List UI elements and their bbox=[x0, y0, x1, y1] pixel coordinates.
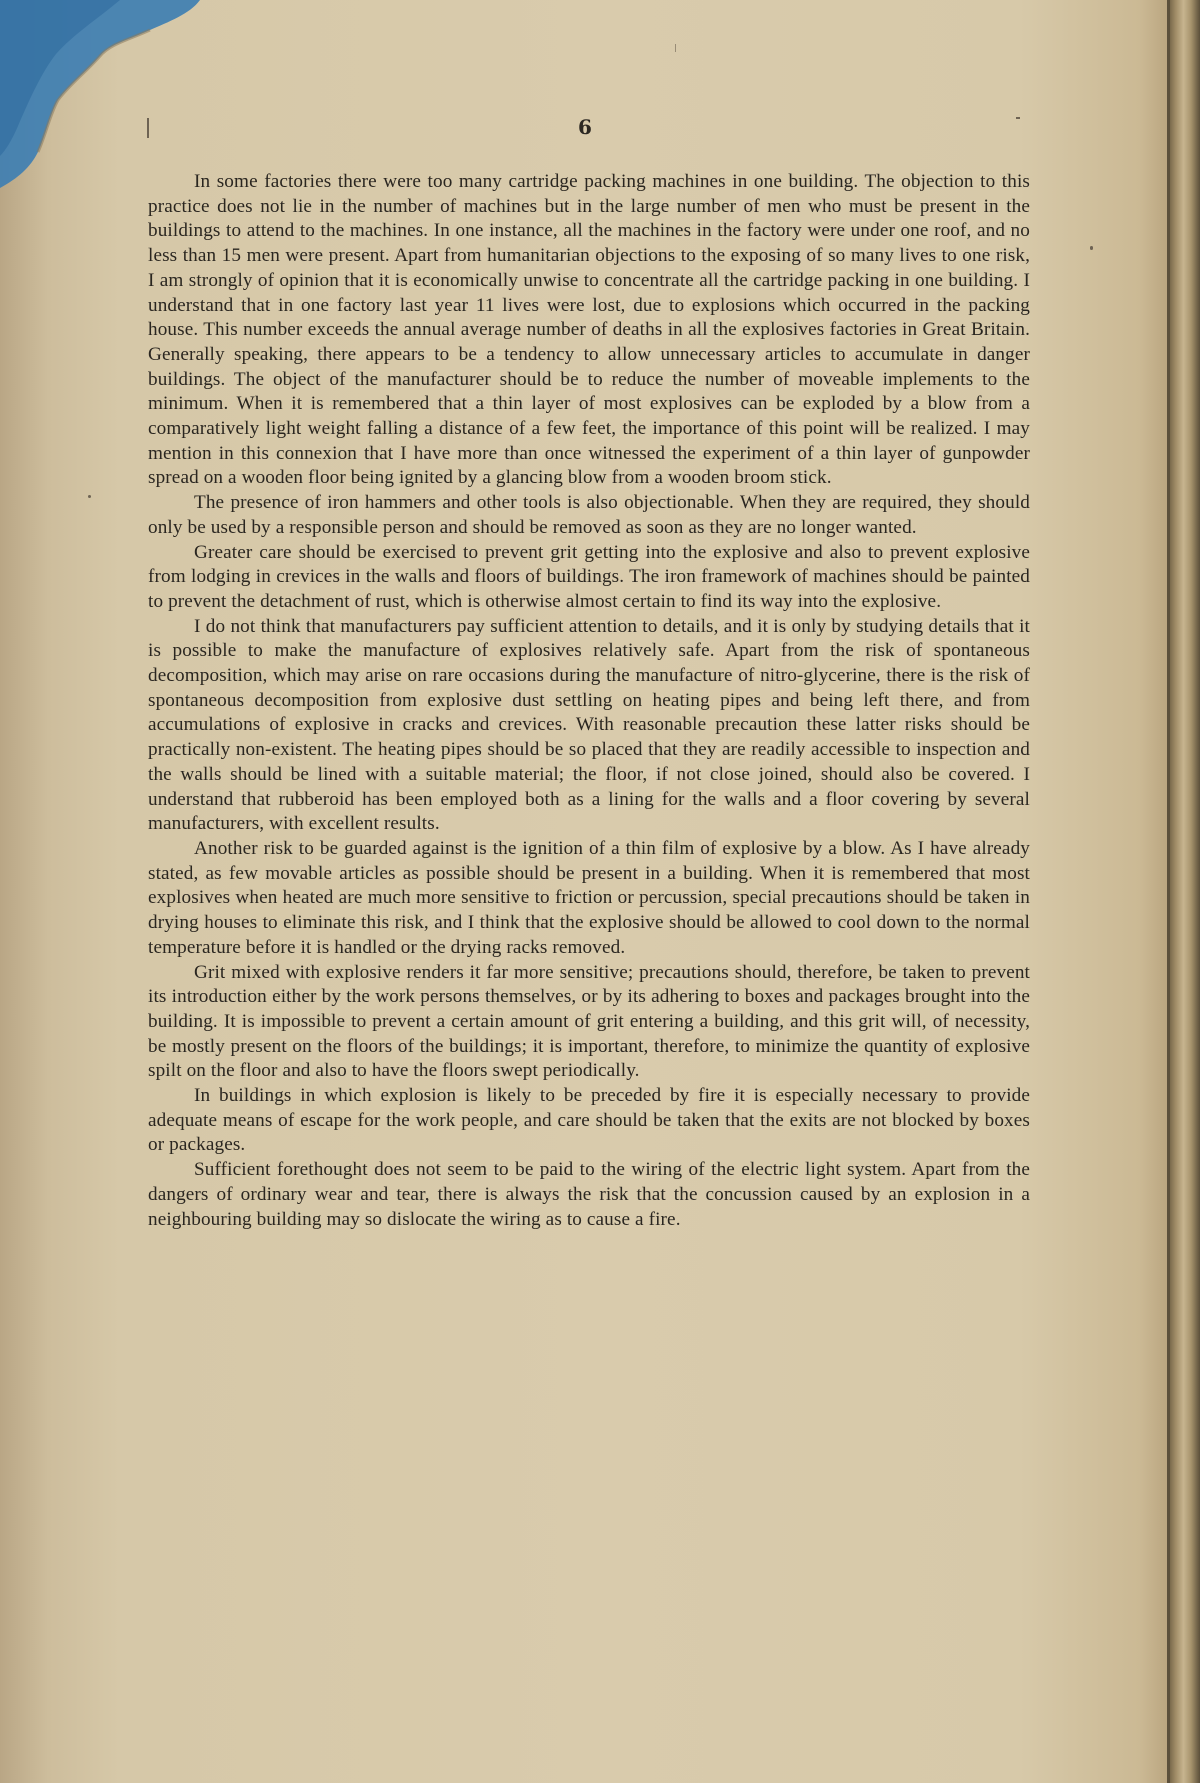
page-edge bbox=[1170, 0, 1200, 1783]
margin-speck bbox=[1090, 246, 1093, 250]
page-number: 6 bbox=[578, 115, 592, 139]
margin-speck bbox=[88, 495, 91, 498]
paragraph: In buildings in which explosion is likely to be preceded by fire it is especially necessary to provide adequate means of escape for the work people, and care should be taken that the exits are not blocked by boxes or packages. bbox=[148, 1085, 1030, 1156]
paragraph: The presence of iron hammers and other tools is also objectionable. When they are required, they should only be used by a responsible person and should be removed as soon as they are no longer wanted. bbox=[148, 492, 1030, 538]
paragraph: Sufficient forethought does not seem to be paid to the wiring of the electric light system. Apart from the dangers of ordinary wear and tear, there is always the risk that the concussion caused by an explosion in a neighbouring building may so dislocate the wiring as to cause a fire. bbox=[148, 1159, 1030, 1230]
paragraph: Another risk to be guarded against is the ignition of a thin film of explosive by a blow. As I have already stated, as few movable articles as possible should be present in a building. When it is remembered that most explosives when heated are much more sensitive to friction or percussion, special precautions should be taken in drying houses to eliminate this risk, and I think that the explosive should be allowed to cool down to the normal temperature before it is handled or the drying racks removed. bbox=[148, 837, 1030, 958]
paragraph: I do not think that manufacturers pay sufficient attention to details, and it is only by studying details that it is possible to make the manufacture of explosives relatively safe. Apart from the risk of spontaneous decomposition, which may arise on rare occasions during the manufacture of nitro-glycerine, there is the risk of spontaneous decomposition from explosive dust settling on heating pipes and being left there, and from accumulations of explosive in cracks and crevices. With reasonable precaution these latter risks should be practically non-existent. The heating pipes should be so placed that they are readily accessible to inspection and the walls should be lined with a suitable material; the floor, if not close joined, should also be covered. I understand that rubberoid has been employed both as a lining for the walls and a floor covering by several manufacturers, with excellent results. bbox=[148, 615, 1030, 835]
paragraph: In some factories there were too many cartridge packing machines in one building. The objection to this practice does not lie in the number of machines but in the large number of men who must be present in the buildings to attend to the machines. In one instance, all the machines in the factory were under one roof, and no less than 15 men were present. Apart from humanitarian objections to the exposing of so many lives to one risk, I am strongly of opinion that it is economically unwise to concentrate all the cartridge packing in one building. I understand that in one factory last year 11 lives were lost, due to explosions which occurred in the packing house. This number exceeds the annual average number of deaths in all the explosives factories in Great Britain. Generally speaking, there appears to be a tendency to allow unnecessary articles to accumulate in danger buildings. The object of the manufacturer should be to reduce the number of moveable implements to the minimum. When it is remembered that a thin layer of most explosives can be exploded by a blow from a comparatively light weight falling a distance of a few feet, the importance of this point will be realized. I may mention in this connexion that I have more than once witnessed the experiment of a thin layer of gunpowder spread on a wooden floor being ignited by a glancing blow from a wooden broom stick. bbox=[148, 171, 1030, 489]
body-text bbox=[148, 170, 1030, 1232]
paragraph: Greater care should be exercised to prevent grit getting into the explosive and also to prevent explosive from lodging in crevices in the walls and floors of buildings. The iron framework of machines should be painted to prevent the detachment of rust, which is otherwise almost certain to find its way into the explosive. bbox=[148, 541, 1030, 612]
paragraph: Grit mixed with explosive renders it far more sensitive; precautions should, therefore, be taken to prevent its introduction either by the work persons themselves, or by its adhering to boxes and packages brought into the building. It is impossible to prevent a certain amount of grit entering a building, and this grit will, of necessity, be mostly present on the floors of the buildings; it is important, therefore, to minimize the quantity of explosive spilt on the floor and also to have the floors swept periodically. bbox=[148, 961, 1030, 1082]
water-stain bbox=[0, 0, 200, 190]
margin-speck bbox=[675, 44, 676, 52]
